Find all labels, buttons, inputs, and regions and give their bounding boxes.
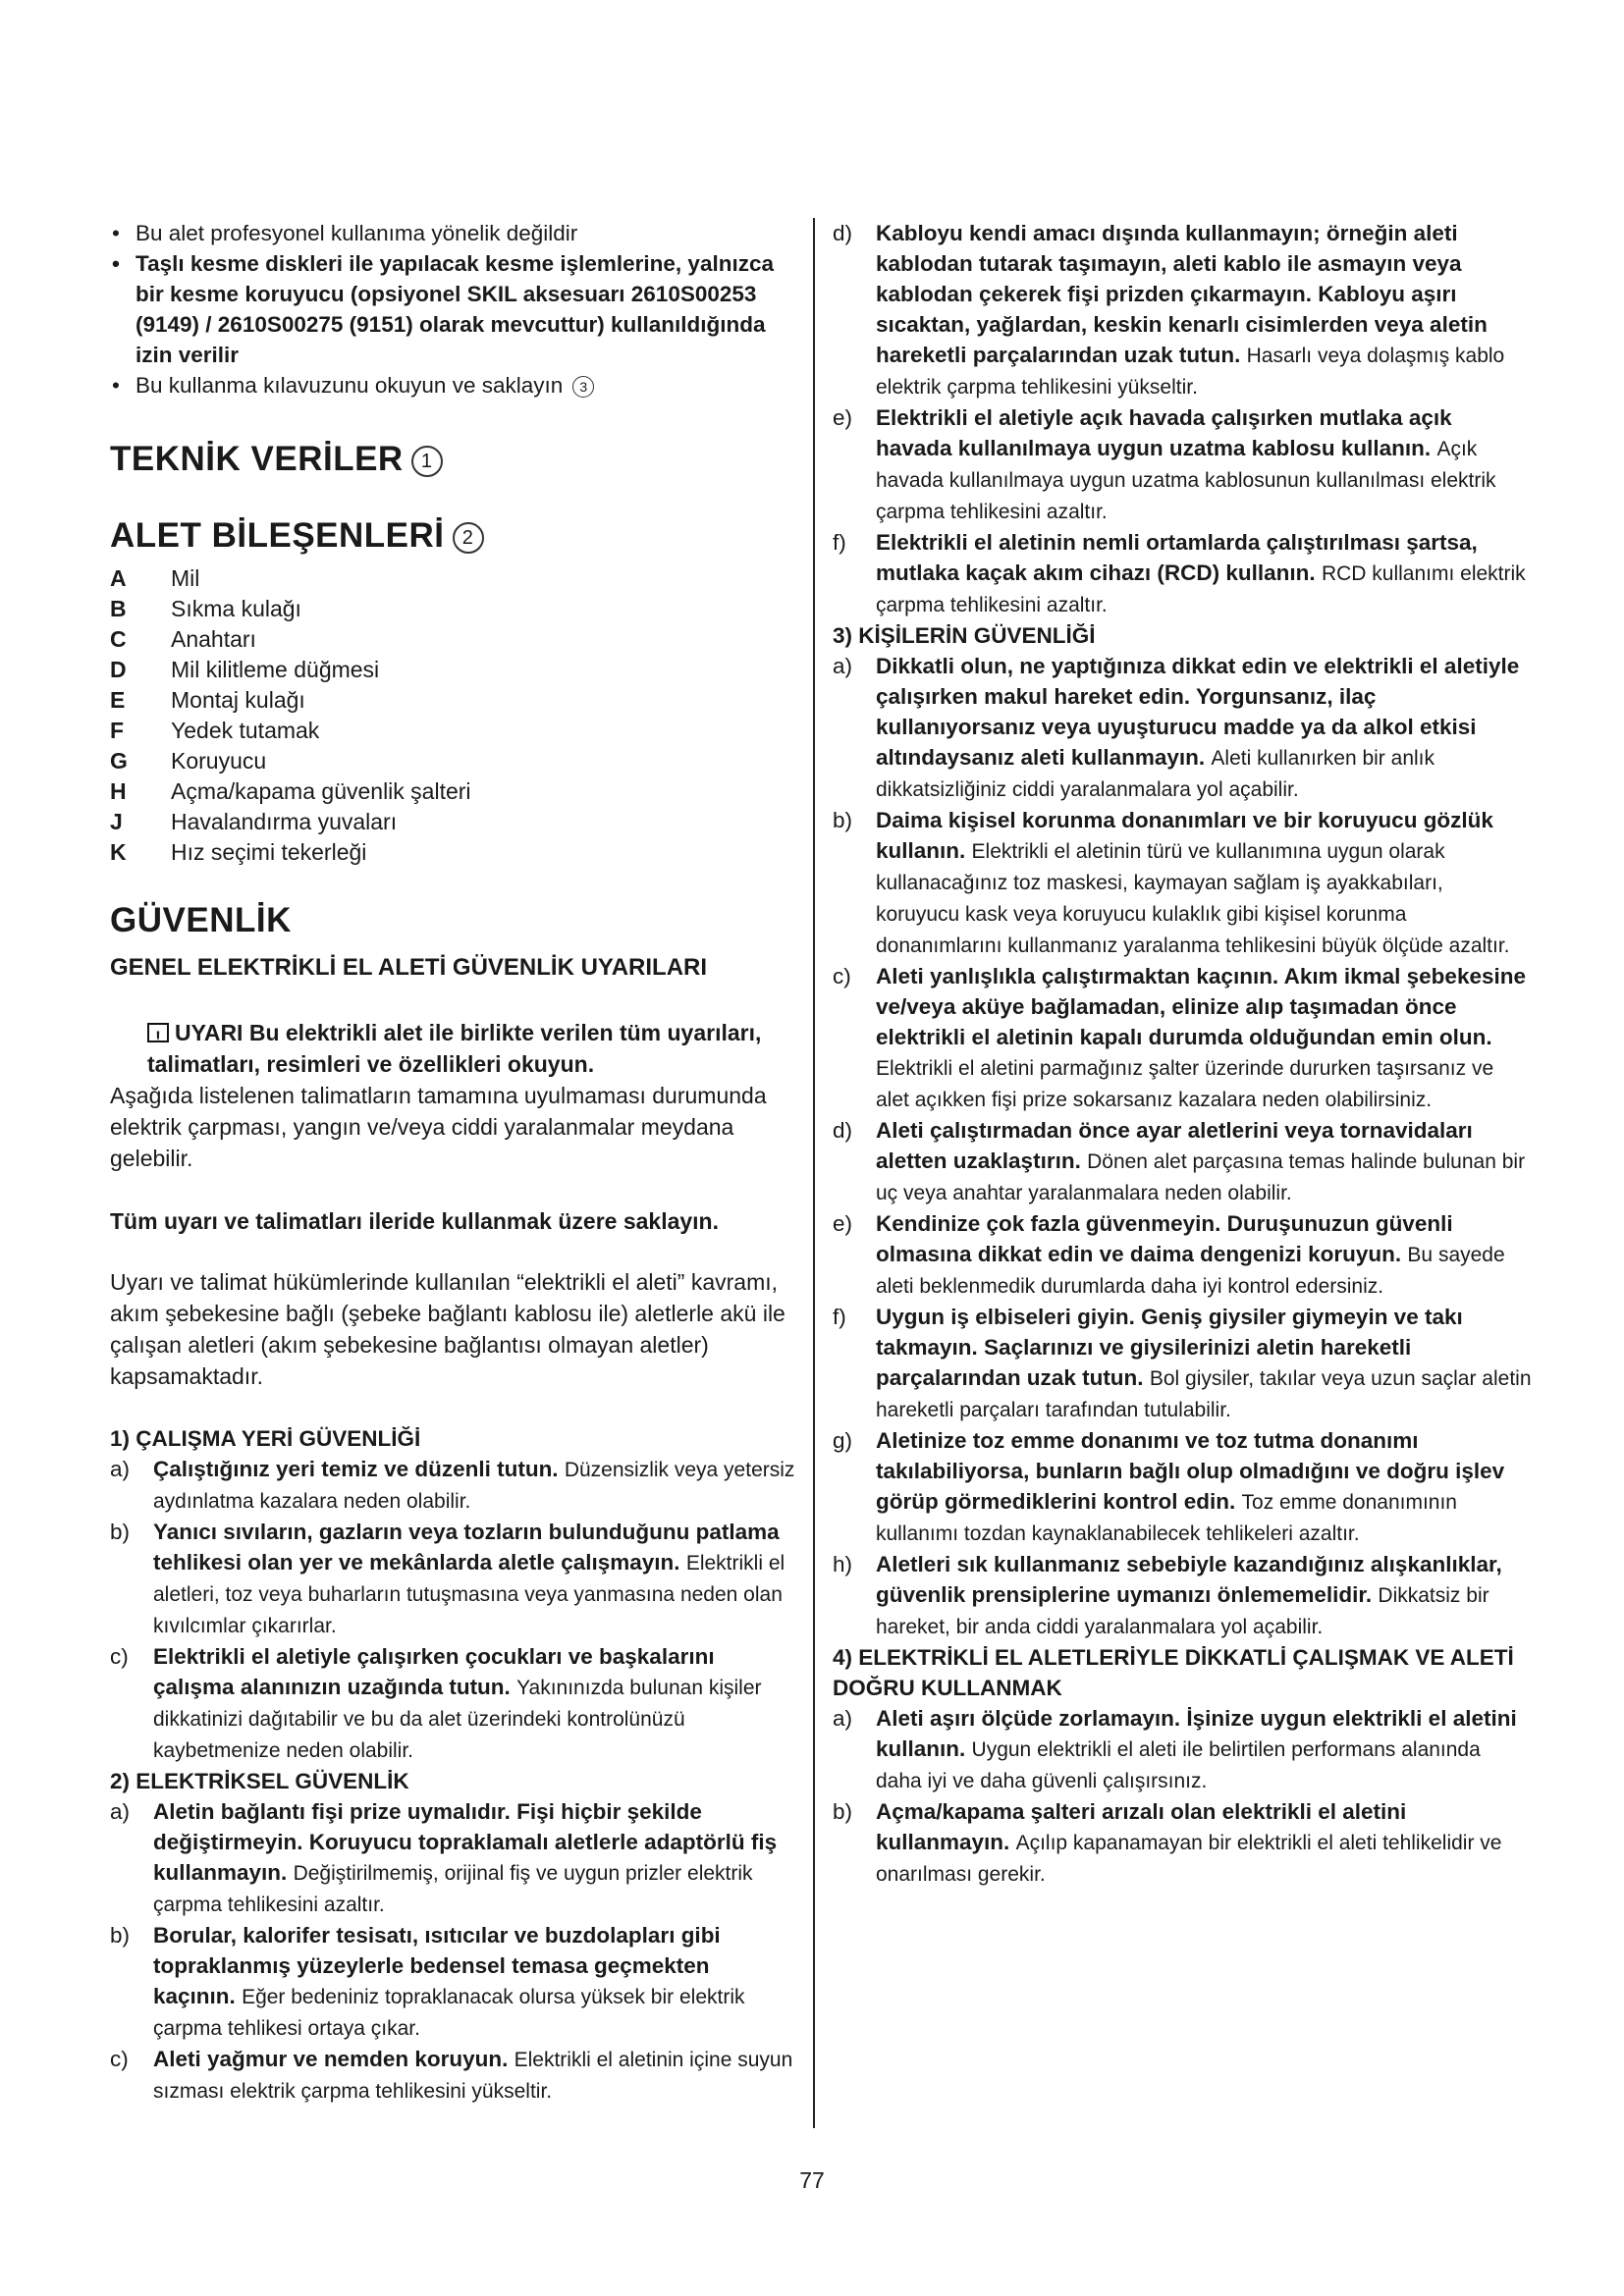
section-1-title: 1) ÇALIŞMA YERİ GÜVENLİĞİ xyxy=(110,1426,421,1451)
figure-ref-badge: 2 xyxy=(453,522,484,554)
warning-icon xyxy=(147,1023,169,1042)
item-bold-text: Borular, kalorifer tesisatı, ısıtıcılar ve buzdolapları gibi topraklanmış yüzeylerle bedensel temasa geçmekten kaçının. xyxy=(153,1923,721,2008)
component-key: A xyxy=(110,565,127,591)
component-key: E xyxy=(110,687,126,713)
component-label: Mil kilitleme düğmesi xyxy=(171,657,380,682)
item-normal-text: Yakınınızda bulunan kişiler dikkatinizi dağıtabilir ve bu da alet üzerindeki kontrolünüzü kaybetmenize neden olabilir. xyxy=(153,1677,762,1762)
sec2-item xyxy=(110,1796,797,1920)
component-item xyxy=(110,685,797,716)
intro-bullets xyxy=(110,218,797,400)
item-marker: e) xyxy=(833,1211,853,1236)
item-normal-text: Elektrikli el aletini parmağınız şalter üzerinde dururken taşırsanız ve alet açıkken fişi prize sokarsanız kazalara neden olabilirsiniz. xyxy=(876,1057,1494,1111)
item-normal-text: RCD kullanımı elektrik çarpma tehlikesini azaltır. xyxy=(876,562,1526,616)
item-bold-text: Aletleri sık kullanmanız sebebiyle kazandığınız alışkanlıklar, güvenlik prensiplerine uymanızı önlememelidir. xyxy=(876,1552,1502,1607)
sec3-item xyxy=(833,1115,1532,1208)
item-normal-text: Hasarlı veya dolaşmış kablo elektrik çarpma tehlikesini yükseltir. xyxy=(876,345,1505,399)
component-item xyxy=(110,776,797,807)
item-normal-text: Uygun elektrikli el aleti ile belirtilen performans alanında daha iyi ve daha güvenli çalışırsınız. xyxy=(876,1738,1481,1792)
sec2-item xyxy=(833,527,1532,620)
item-marker: d) xyxy=(833,1118,853,1143)
sec3-item xyxy=(833,805,1532,961)
sec3-item xyxy=(833,1208,1532,1302)
sec2-item xyxy=(110,2044,797,2107)
component-label: Montaj kulağı xyxy=(171,687,305,713)
item-normal-text: Bol giysiler, takılar veya uzun saçlar aletin hareketli parçaları tarafından tutulabilir. xyxy=(876,1367,1532,1421)
section-2-title: 2) ELEKTRİKSEL GÜVENLİK xyxy=(110,1769,409,1793)
section-3-title: 3) KİŞİLERİN GÜVENLİĞİ xyxy=(833,623,1096,648)
component-label: Anahtarı xyxy=(171,626,256,652)
sec3-item xyxy=(833,1425,1532,1549)
item-normal-text: Dönen alet parçasına temas halinde bulunan bir uç veya anahtar yaralanmalara neden olabilir. xyxy=(876,1150,1526,1204)
component-item xyxy=(110,594,797,624)
item-marker: e) xyxy=(833,405,853,430)
component-item xyxy=(110,655,797,685)
warning-block xyxy=(110,1017,797,1174)
item-bold-text: Kabloyu kendi amacı dışında kullanmayın; örneğin aleti kablodan tutarak taşımayın, aleti kablo ile asmayın veya kablodan çekerek fişi prizden çıkarmayın. Kabloyu aşırı sıcaktan, yağlardan, keskin kenarlı cisimlerden veya aletin hareketli parçalarından uzak tutun. xyxy=(876,221,1488,367)
alet-bilesenleri-heading xyxy=(110,516,797,556)
bullet-item xyxy=(110,218,797,248)
component-key: K xyxy=(110,839,127,865)
sec3-item xyxy=(833,651,1532,805)
sec4-item xyxy=(833,1796,1532,1890)
bullet-text: Bu alet profesyonel kullanıma yönelik değildir xyxy=(135,221,578,245)
item-normal-text: Toz emme donanımının kullanımı tozdan kaynaklanabilecek tehlikeleri azaltır. xyxy=(876,1491,1457,1545)
heading-text: TEKNİK VERİLER xyxy=(110,440,404,478)
item-bold-text: Daima kişisel korunma donanımları ve bir koruyucu gözlük kullanın. xyxy=(876,808,1493,863)
item-marker: c) xyxy=(833,964,851,988)
component-key: B xyxy=(110,596,127,621)
column-divider xyxy=(813,218,815,2128)
warning-text: Aşağıda listelenen talimatların tamamına uyulmaması durumunda elektrik çarpması, yangın ve/veya ciddi yaralanmalar meydana gelebilir. xyxy=(110,1083,767,1171)
component-label: Mil xyxy=(171,565,200,591)
left-column xyxy=(110,218,797,2107)
component-label: Yedek tutamak xyxy=(171,718,320,743)
item-marker: b) xyxy=(833,808,853,832)
sec3-item xyxy=(833,961,1532,1115)
component-key: D xyxy=(110,657,127,682)
keep-instructions-text: Tüm uyarı ve talimatları ileride kullanmak üzere saklayın. xyxy=(110,1208,720,1234)
item-marker: g) xyxy=(833,1428,853,1453)
component-item xyxy=(110,716,797,746)
figure-ref-badge: 3 xyxy=(572,376,594,398)
sec2-item xyxy=(110,1920,797,2044)
component-item xyxy=(110,807,797,837)
item-bold-text: Kendinize çok fazla güvenmeyin. Duruşunuzun güvenli olmasına dikkat edin ve daima dengenizi koruyun. xyxy=(876,1211,1453,1266)
teknik-veriler-heading xyxy=(110,440,797,479)
sec1-item xyxy=(110,1641,797,1766)
item-marker: c) xyxy=(110,1644,129,1669)
item-bold-text: Elektrikli el aletiyle açık havada çalışırken mutlaka açık havada kullanılmaya uygun uzatma kablosu kullanın. xyxy=(876,405,1452,460)
item-bold-text: Dikkatli olun, ne yaptığınıza dikkat edin ve elektrikli el aletiyle çalışırken makul hareket edin. Yorgunsanız, ilaç kullanıyorsanız veya uyuşturucu madde ya da alkol etkisi altındaysanız aleti kullanmayın. xyxy=(876,654,1520,770)
item-marker: b) xyxy=(110,1923,131,1948)
item-normal-text: Değiştirilmemiş, orijinal fiş ve uygun prizler elektrik çarpma tehlikesini azaltır. xyxy=(153,1862,753,1916)
item-normal-text: Açılıp kapanamayan bir elektrikli el aleti tehlikelidir ve onarılması gerekir. xyxy=(876,1832,1502,1886)
item-marker: a) xyxy=(833,1706,853,1731)
component-item xyxy=(110,837,797,868)
item-marker: f) xyxy=(833,1305,846,1329)
item-bold-text: Elektrikli el aletiyle çalışırken çocukları ve başkalarını çalışma alanınızın uzağında tutun. xyxy=(153,1644,715,1699)
bullet-text: Bu kullanma kılavuzunu okuyun ve saklayın xyxy=(135,373,564,398)
bullet-item xyxy=(110,370,797,400)
item-marker: h) xyxy=(833,1552,853,1576)
item-normal-text: Elektrikli el aletinin içine suyun sızması elektrik çarpma tehlikesini yükseltir. xyxy=(153,2049,793,2103)
definition-text: Uyarı ve talimat hükümlerinde kullanılan “elektrikli el aleti” kavramı, akım şebekesine bağlı (şebeke bağlantı kablosu ile) aletlerle akü ile çalışan aletleri (akım şebekesine bağlantısı olmayan aletler) kapsamaktadır. xyxy=(110,1269,785,1389)
sec3-item xyxy=(833,1302,1532,1425)
item-marker: a) xyxy=(833,654,853,678)
item-normal-text: Elektrikli el aletinin türü ve kullanımına uygun olarak kullanacağınız toz maskesi, kaymayan sağlam iş ayakkabıları, koruyucu kask veya koruyucu kulaklık gibi kişisel korunma donanımlarını kullanmanız yaralanma tehlikesini büyük ölçüde azaltır. xyxy=(876,840,1510,957)
item-marker: a) xyxy=(110,1457,131,1481)
item-bold-text: Yanıcı sıvıların, gazların veya tozların bulunduğunu patlama tehlikesi olan yer ve mekânlarda aletle çalışmayın. xyxy=(153,1520,780,1575)
item-normal-text: Aleti kullanırken bir anlık dikkatsizliğiniz ciddi yaralanmalara yol açabilir. xyxy=(876,747,1435,801)
warning-bold-text xyxy=(110,1017,797,1080)
heading-text: ALET BİLEŞENLERİ xyxy=(110,516,445,555)
sec2-item xyxy=(833,218,1532,402)
item-bold-text: Aletinize toz emme donanımı ve toz tutma donanımı takılabiliyorsa, bunların bağlı olup olmadığını ve doğru işlev görüp görmediklerini kontrol edin. xyxy=(876,1428,1505,1514)
item-marker: d) xyxy=(833,221,853,245)
bullet-item xyxy=(110,248,797,370)
figure-ref-badge: 1 xyxy=(411,446,443,477)
item-bold-text: Uygun iş elbiseleri giyin. Geniş giysiler giymeyin ve takı takmayın. Saçlarınızı ve giysilerinizi aletin hareketli parçalarından uzak tutun. xyxy=(876,1305,1463,1390)
item-marker: f) xyxy=(833,530,846,555)
item-marker: a) xyxy=(110,1799,131,1824)
section-4-title: 4) ELEKTRİKLİ EL ALETLERİYLE DİKKATLİ ÇALIŞMAK VE ALETİ DOĞRU KULLANMAK xyxy=(833,1645,1514,1700)
component-key: H xyxy=(110,778,127,804)
item-bold-text: Açma/kapama şalteri arızalı olan elektrikli el aletini kullanmayın. xyxy=(876,1799,1407,1854)
item-marker: c) xyxy=(110,2047,129,2071)
component-list xyxy=(110,563,797,868)
bullet-text: Taşlı kesme diskleri ile yapılacak kesme işlemlerine, yalnızca bir kesme koruyucu (opsiyonel SKIL aksesuarı 2610S00253 (9149) / 2610S00275 (9151) olarak mevcuttur) kullanıldığında izin verilir xyxy=(135,251,774,367)
component-label: Sıkma kulağı xyxy=(171,596,301,621)
component-label: Açma/kapama güvenlik şalteri xyxy=(171,778,471,804)
component-item xyxy=(110,746,797,776)
component-key: J xyxy=(110,809,123,834)
component-key: C xyxy=(110,626,127,652)
item-normal-text: Dikkatsiz bir hareket, bir anda ciddi yaralanmalara yol açabilir. xyxy=(876,1584,1489,1638)
item-bold-text: Elektrikli el aletinin nemli ortamlarda çalıştırılması şartsa, mutlaka kaçak akım cihazı (RCD) kullanın. xyxy=(876,530,1478,585)
warning-bold-span: UYARI Bu elektrikli alet ile birlikte verilen tüm uyarıları, talimatları, resimleri ve özellikleri okuyun. xyxy=(147,1020,762,1077)
item-bold-text: Aleti yanlışlıkla çalıştırmaktan kaçının. Akım ikmal şebekesine ve/veya aküye bağlamadan, elinize alıp taşımadan önce elektrikli el aletinin kapalı durumda olduğundan emin olun. xyxy=(876,964,1526,1049)
component-item xyxy=(110,624,797,655)
sec1-item xyxy=(110,1517,797,1641)
item-bold-text: Aleti aşırı ölçüde zorlamayın. İşinize uygun elektrikli el aletini kullanın. xyxy=(876,1706,1517,1761)
component-label: Koruyucu xyxy=(171,748,267,774)
component-label: Hız seçimi tekerleği xyxy=(171,839,367,865)
item-bold-text: Aleti çalıştırmadan önce ayar aletlerini veya tornavidaları aletten uzaklaştırın. xyxy=(876,1118,1473,1173)
right-column xyxy=(833,218,1532,1890)
item-normal-text: Düzensizlik veya yetersiz aydınlatma kazalara neden olabilir. xyxy=(153,1459,795,1513)
item-normal-text: Açık havada kullanılmaya uygun uzatma kablosunun kullanılması elektrik çarpma tehlikesini azaltır. xyxy=(876,438,1496,523)
sec1-item xyxy=(110,1454,797,1517)
sec3-item xyxy=(833,1549,1532,1642)
item-normal-text: Eğer bedeniniz topraklanacak olursa yüksek bir elektrik çarpma tehlikesi ortaya çıkar. xyxy=(153,1986,745,2040)
item-marker: b) xyxy=(833,1799,853,1824)
sec2-item xyxy=(833,402,1532,527)
item-bold-text: Aletin bağlantı fişi prize uymalıdır. Fişi hiçbir şekilde değiştirmeyin. Koruyucu topraklamalı aletlerle adaptörlü fiş kullanmayın. xyxy=(153,1799,778,1885)
item-bold-text: Çalıştığınız yeri temiz ve düzenli tutun. xyxy=(153,1457,559,1481)
item-normal-text: Elektrikli el aletleri, toz veya buharların tutuşmasına veya yanmasına neden olan kıvılcımlar çıkarırlar. xyxy=(153,1552,785,1637)
item-normal-text: Bu sayede aleti beklenmedik durumlarda daha iyi kontrol edersiniz. xyxy=(876,1244,1505,1298)
genel-uyarilar-heading: GENEL ELEKTRİKLİ EL ALETİ GÜVENLİK UYARILARI xyxy=(110,954,708,981)
item-bold-text: Aleti yağmur ve nemden koruyun. xyxy=(153,2047,509,2071)
component-key: F xyxy=(110,718,125,743)
component-item xyxy=(110,563,797,594)
component-label: Havalandırma yuvaları xyxy=(171,809,398,834)
component-key: G xyxy=(110,748,128,774)
sec4-item xyxy=(833,1703,1532,1796)
page-number: 77 xyxy=(799,2167,825,2193)
guvenlik-heading: GÜVENLİK xyxy=(110,901,292,939)
item-marker: b) xyxy=(110,1520,131,1544)
